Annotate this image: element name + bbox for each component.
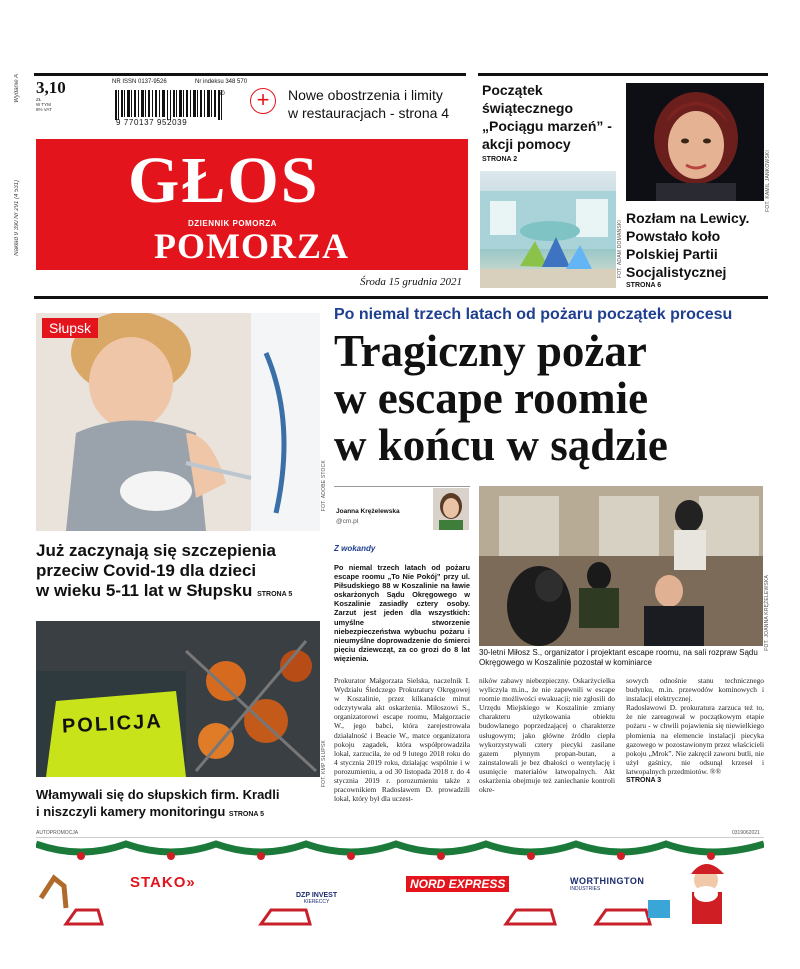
top-rule — [34, 73, 466, 76]
ad-brand-stako: STAKO» — [130, 874, 196, 891]
train-photo-art — [480, 171, 616, 288]
author-email: @cm.pl — [336, 518, 359, 525]
top-teaser-line1: Nowe obostrzenia i limity — [288, 87, 443, 103]
burglary-headline-2 — [36, 803, 279, 823]
burglary-headline[interactable] — [36, 786, 279, 823]
lewica-headline-2: Powstało koło — [626, 228, 721, 244]
ad-label: AUTOPROMOCJA — [36, 830, 79, 836]
court-photo-credit: FOT. JOANNA KRĘŻELEWSKA — [764, 575, 770, 651]
top-teaser-line2: w restauracjach - strona 4 — [288, 105, 450, 121]
price-note-3: 8% VAT — [36, 107, 52, 112]
location-label: Z wokandy — [334, 544, 376, 553]
police-label: POLICJA — [61, 710, 164, 738]
main-headline-1: Tragiczny pożar — [334, 326, 647, 376]
vaccine-headline-2: przeciw Covid-19 dla dzieci — [36, 561, 257, 580]
main-headline-3: w końcu w sądzie — [334, 420, 668, 470]
ad-brand-dzp — [296, 892, 337, 905]
price-note-1: ZŁ — [36, 97, 42, 102]
edition-mark: Wydanie A — [14, 74, 20, 103]
train-photo-credit: FOT. ADAM DOMAŃSKI — [617, 220, 623, 279]
train-headline-2: świątecznego — [482, 100, 574, 116]
logo[interactable] — [36, 139, 468, 270]
issue-date: Środa 15 grudnia 2021 — [360, 276, 462, 288]
ad-brand-worthington-2: INDUSTRIES — [570, 886, 601, 892]
vaccine-headline-3-text: w wieku 5-11 lat w Słupsku — [36, 581, 253, 600]
lewica-headline-4: Socjalistycznej — [626, 264, 727, 280]
train-photo — [480, 171, 616, 288]
logo-main: GŁOS — [128, 144, 320, 217]
politician-photo — [626, 83, 764, 201]
vaccine-headline-1: Już zaczynają się szczepienia — [36, 541, 277, 560]
price-note-2: W TYM — [36, 102, 51, 107]
main-headline[interactable] — [334, 328, 668, 469]
vaccine-photo — [36, 313, 320, 531]
main-lead: Po niemal trzech latach od pożaru escape roomu „To Nie Pokój” przy ul. Piłsudskiego 88 w Koszalinie na ławie oskarżonych Sądu Okręgowego w Koszalinie zasiadły cztery osoby. Zarzut jest jeden dla wszystkich: umyślne stworzenie niebezpieczeństwa wybuchu pożaru i nieumyślne doprowadzenie do śmierci pięciu dziewcząt, za co grozi do 8 lat więzienia. — [334, 563, 470, 663]
masthead-divider — [34, 296, 768, 299]
author-avatar-art — [433, 488, 469, 530]
main-kicker: Po niemal trzech latach od pożaru początek procesu — [334, 306, 733, 323]
author-rule — [334, 486, 470, 487]
ad-brand-dzp-2: KIERECCY — [303, 899, 330, 905]
burglary-headline-2-text: i niszczyli kamery monitoringu — [36, 804, 226, 819]
court-photo-caption: 30-letni Miłosz S., organizator i projektant escape roomu, na sali rozpraw Sądu Okręgowego w Koszalinie pozostał w kominiarce — [479, 648, 758, 667]
ad-code: 0319062021 — [732, 830, 760, 836]
ad-brand-dzp-1: DZP INVEST — [296, 892, 338, 899]
vaccine-photo-credit: FOT. ADOBE STOCK — [321, 460, 327, 512]
politician-photo-art — [626, 83, 764, 201]
burglary-photo — [36, 621, 320, 777]
train-headline-1: Początek — [482, 82, 543, 98]
logo-sub: DZIENNIK POMORZA — [188, 219, 277, 228]
lewica-headline-3: Polskiej Partii — [626, 246, 718, 262]
body-column-3-wrap — [626, 676, 764, 784]
burglary-headline-1: Włamywali się do słupskich firm. Kradli — [36, 787, 280, 802]
train-headline-4: akcji pomocy — [482, 136, 571, 152]
index-number: Nr indeksu 348 570 — [195, 79, 248, 85]
ad-banner[interactable] — [36, 837, 764, 933]
vaccine-headline[interactable] — [36, 541, 292, 605]
politician-photo-credit: FOT. KAMIL JANKOWSKI — [765, 150, 771, 212]
train-headline-3: „Pociągu marzeń” - — [482, 118, 612, 134]
burglary-photo-credit: FOT. KMP SŁUPSK — [321, 740, 327, 788]
author-name: Joanna Krężelewska — [336, 508, 400, 515]
price-note — [36, 97, 52, 112]
issn: NR ISSN 0137-9526 — [112, 79, 167, 85]
lewica-headline[interactable] — [626, 209, 749, 281]
main-headline-2: w escape roomie — [334, 373, 649, 423]
lewica-headline-1: Rozłam na Lewicy. — [626, 210, 750, 226]
author-avatar — [433, 488, 469, 530]
court-photo-art — [479, 486, 763, 646]
circulation-mark: Nakład 9 390 Nr 291 (4 531) — [14, 180, 20, 256]
body-column-3: sowych odnośnie stanu technicznego budynku, m.in. przewodów kominowych i instalacji elektrycznej. Radosławowi D. prokuratura zarzuca też to, że nie zareagował w początkowym etapie pożaru - w chwili pojawienia się niewielkiego płomienia na elemencie instalacji piecyka gazowego w pozostawionym przez właścicieli pokoju „Mrok”. Nie zakręcił zaworu butli, nie użył gaśnicy, nie odsunął krzeseł i łatwopalnych przedmiotów. ®® — [626, 676, 764, 776]
burglary-photo-art — [36, 621, 320, 777]
plus-icon: + — [250, 88, 276, 114]
ad-brand-nord: NORD EXPRESS — [406, 876, 509, 892]
train-page: STRONA 2 — [482, 156, 518, 163]
vaccine-headline-3 — [36, 581, 292, 605]
train-teaser-headline[interactable] — [482, 81, 612, 153]
vaccine-tag: Słupsk — [42, 318, 98, 338]
ad-brand-worthington — [570, 876, 644, 892]
vaccine-photo-art — [36, 313, 320, 531]
burglary-page: STRONA 5 — [228, 811, 265, 818]
right-rule-top — [478, 73, 768, 76]
barcode-suffix: 50 — [218, 91, 225, 97]
ad-brand-worthington-1: WORTHINGTON — [570, 876, 645, 886]
top-teaser[interactable] — [288, 86, 449, 122]
logo-city: POMORZA — [154, 226, 349, 266]
lewica-page: STRONA 6 — [626, 282, 662, 289]
body-column-2: ników zabawy niebezpieczny. Oskarżycielka wyliczyła m.in., że nie zapewnili w escape roomie możliwości ewakuacji; nie zgłosili do Urzędu Miejskiego w Koszalinie zmiany charakteru użytkowania obiektu budowlanego poprzedzającej o charakterze usługowym; jako główne źródło ciepła wykorzystywali cztery piecyki zasilane gazem płynnym propan-butan, a zainstalowali je bez dbałości o wentylację i usunięcie materiałów łatwopalnych. Akt oskarżenia obejmuje też zaniechanie kontroli okre- — [479, 676, 615, 795]
price: 3,10 — [36, 78, 66, 97]
body-column-1: Prokurator Małgorzata Sielska, naczelnik I. Wydziału Śledczego Prokuratury Okręgowej w Koszalinie, przez kilkanaście minut odczytywała akt oskarżenia. Miłoszowi S., organizatorowi escape roomu, Małgorzacie W., jego babci, która zarejestrowała działalność i Beacie W., matce organizatora pokoju zagadek, która współprowadziła lokal, zarzuciła, że od 9 lutego 2018 roku do 4 stycznia 2019 roku, działając wspólnie i w porozumieniu, a od 30 listopada 2018 r. do 4 stycznia 2019 r. porozumieniu także z pracownikiem Radosławem D. prowadzili lokal, który był dla uczest- — [334, 676, 470, 804]
barcode-number: 9 770137 952039 — [116, 118, 188, 127]
col3-page: STRONA 3 — [626, 777, 662, 785]
court-photo — [479, 486, 763, 646]
vaccine-page: STRONA 5 — [257, 591, 293, 598]
